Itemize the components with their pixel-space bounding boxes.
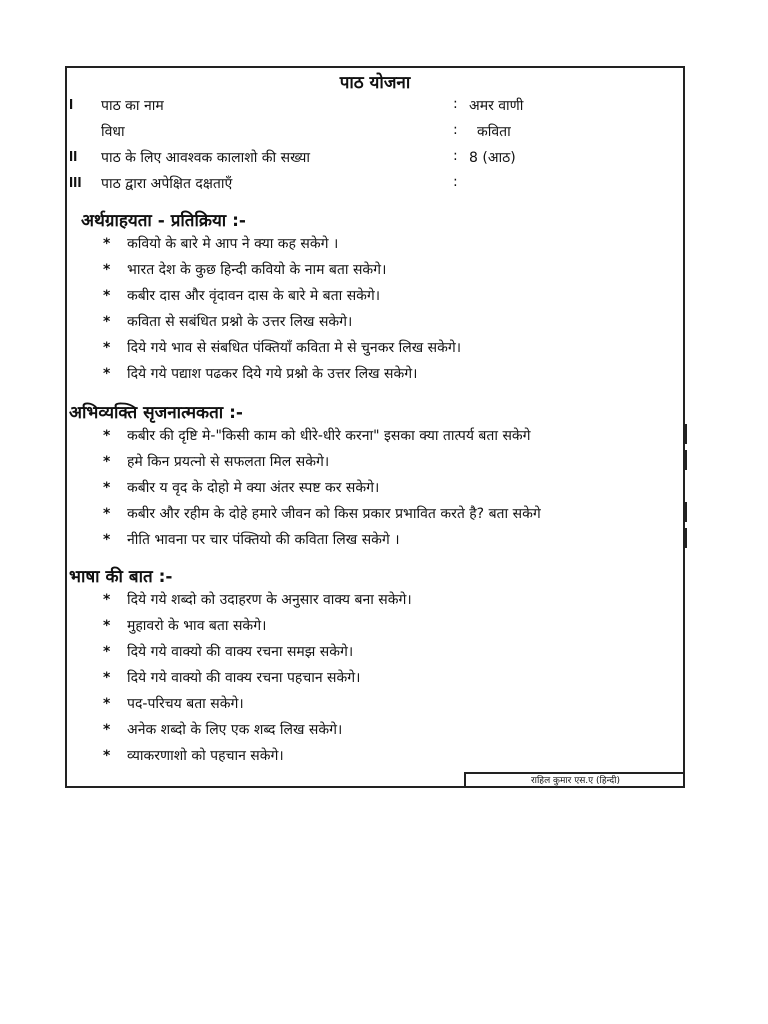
meta-value: अमर वाणी xyxy=(469,98,524,114)
bullet-icon: * xyxy=(103,480,111,496)
bullet-icon: * xyxy=(103,592,111,608)
bullet-icon: * xyxy=(103,696,111,712)
list-item xyxy=(103,260,386,284)
list-item xyxy=(103,452,329,476)
bullet-icon: * xyxy=(103,748,111,764)
section-heading-comprehension: अर्थग्राहयता - प्रतिक्रिया :- xyxy=(81,211,246,231)
list-item xyxy=(103,720,342,744)
list-item xyxy=(103,694,244,718)
row-divider-mark xyxy=(685,450,687,470)
list-item-text: व्याकरणाशो को पहचान सकेगे। xyxy=(127,748,284,764)
meta-label: पाठ द्वारा अपेक्षित दक्षताएँ xyxy=(101,176,233,192)
list-item-text: नीति भावना पर चार पंक्तियो की कविता लिख सकेगे । xyxy=(127,532,400,548)
list-item xyxy=(103,286,380,310)
list-item-text: दिये गये भाव से संबधित पंक्तियाँ कविता मे से चुनकर लिख सकेगे। xyxy=(127,340,462,356)
bullet-icon: * xyxy=(103,340,111,356)
meta-number: III xyxy=(69,174,82,191)
meta-colon: : xyxy=(453,174,458,190)
bullet-icon: * xyxy=(103,288,111,304)
list-item xyxy=(103,426,531,450)
list-item-text: कबीर और रहीम के दोहे हमारे जीवन को किस प्रकार प्रभावित करते है? बता सकेगे xyxy=(127,506,541,522)
list-item xyxy=(103,234,338,258)
list-item-text: दिये गये पद्याश पढकर दिये गये प्रश्नो के उत्तर लिख सकेगे। xyxy=(127,366,418,382)
list-item xyxy=(103,478,379,502)
row-divider-mark xyxy=(685,502,687,522)
bullet-icon: * xyxy=(103,644,111,660)
bullet-icon: * xyxy=(103,428,111,444)
list-item-text: कवियो के बारे मे आप ने क्या कह सकेगे । xyxy=(127,236,339,252)
bullet-icon: * xyxy=(103,454,111,470)
list-item xyxy=(103,642,353,666)
bullet-icon: * xyxy=(103,366,111,382)
list-item xyxy=(103,312,352,336)
list-item-text: मुहावरो के भाव बता सकेगे। xyxy=(127,618,267,634)
section-heading-language: भाषा की बात :- xyxy=(69,567,173,587)
row-divider-mark xyxy=(685,424,687,444)
meta-row-competencies xyxy=(67,174,683,196)
meta-label: विधा xyxy=(101,124,125,140)
bullet-icon: * xyxy=(103,670,111,686)
list-item-text: दिये गये वाक्यो की वाक्य रचना पहचान सकेगे। xyxy=(127,670,361,686)
list-item-text: अनेक शब्दो के लिए एक शब्द लिख सकेगे। xyxy=(127,722,343,738)
bullet-icon: * xyxy=(103,506,111,522)
meta-number: I xyxy=(69,96,74,113)
meta-row-periods xyxy=(67,148,683,170)
list-item-text: दिये गये शब्दो को उदाहरण के अनुसार वाक्य बना सकेगे। xyxy=(127,592,412,608)
list-item xyxy=(103,364,417,388)
list-item-text: कबीर य वृद के दोहो मे क्या अंतर स्पष्ट कर सकेगे। xyxy=(127,480,380,496)
list-item-text: कबीर दास और वृंदावन दास के बारे मे बता सकेगे। xyxy=(127,288,381,304)
list-item xyxy=(103,530,400,554)
bullet-icon: * xyxy=(103,532,111,548)
meta-colon: : xyxy=(453,122,458,138)
bullet-icon: * xyxy=(103,722,111,738)
meta-row-genre xyxy=(67,122,683,144)
meta-colon: : xyxy=(453,96,458,112)
meta-value: 8 (आठ) xyxy=(469,150,516,166)
list-item xyxy=(103,504,541,528)
list-item xyxy=(103,616,266,640)
author-signature: राहिल कुमार एस.ए (हिन्दी) xyxy=(464,772,685,788)
meta-label: पाठ का नाम xyxy=(101,98,164,114)
bullet-icon: * xyxy=(103,262,111,278)
row-divider-mark xyxy=(685,528,687,548)
list-item-text: कविता से सबंधित प्रश्नो के उत्तर लिख सकेगे। xyxy=(127,314,353,330)
bullet-icon: * xyxy=(103,618,111,634)
list-item xyxy=(103,590,412,614)
list-item-text: हमे किन प्रयत्नो से सफलता मिल सकेगे। xyxy=(127,454,330,470)
meta-colon: : xyxy=(453,148,458,164)
meta-value: कविता xyxy=(477,124,511,140)
list-item xyxy=(103,668,360,692)
meta-row-lesson-name xyxy=(67,96,683,118)
section-heading-expression: अभिव्यक्ति सृजनात्मकता :- xyxy=(69,403,243,423)
page-title: पाठ योजना xyxy=(339,73,411,93)
meta-number: II xyxy=(69,148,78,165)
meta-label: पाठ के लिए आवश्वक कालाशो की सख्या xyxy=(101,150,311,166)
bullet-icon: * xyxy=(103,314,111,330)
bullet-icon: * xyxy=(103,236,111,252)
lesson-plan-sheet xyxy=(65,66,685,788)
list-item-text: दिये गये वाक्यो की वाक्य रचना समझ सकेगे। xyxy=(127,644,354,660)
list-item xyxy=(103,746,284,770)
list-item-text: पद-परिचय बता सकेगे। xyxy=(127,696,244,712)
list-item-text: कबीर की दृष्टि मे-"किसी काम को धीरे-धीरे करना" इसका क्या तात्पर्य बता सकेगे xyxy=(127,428,531,444)
list-item-text: भारत देश के कुछ हिन्दी कवियो के नाम बता सकेगे। xyxy=(127,262,387,278)
list-item xyxy=(103,338,461,362)
